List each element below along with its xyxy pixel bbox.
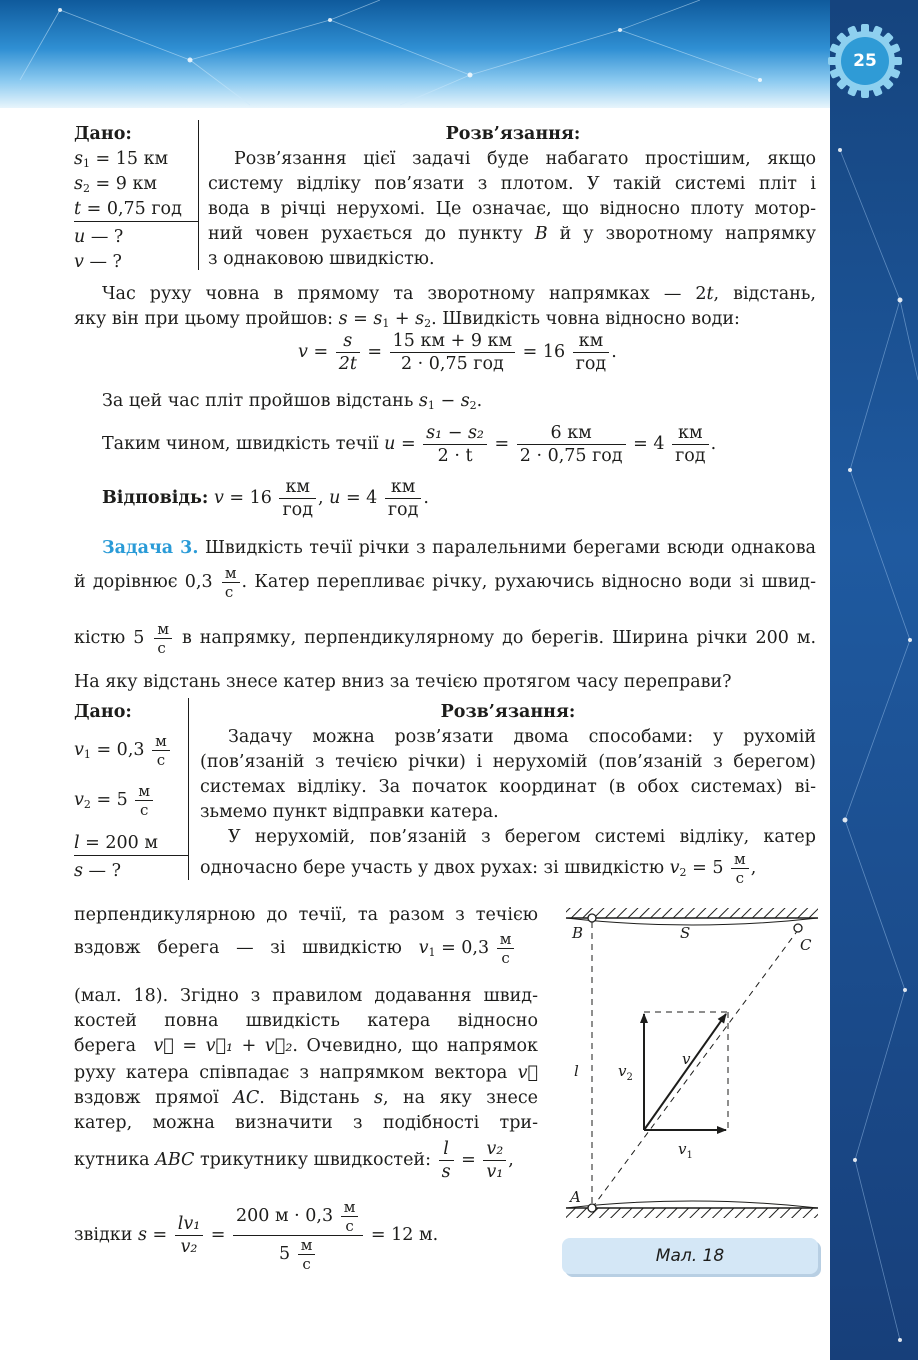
solution-text-line: системах відліку. За початок координат (в обох системах) ві- <box>200 777 816 797</box>
label-v1: $v_1$ <box>678 1140 693 1161</box>
solution-text-line: Розв’язання цієї задачі буде набагато простішим, якщо <box>234 149 816 169</box>
top-bank-hatch <box>566 908 818 918</box>
given-separator <box>188 698 189 880</box>
solution-text-line: з однаковою швидкістю. <box>208 249 435 269</box>
paragraph-line: яку він при цьому пройшов: $s = s_1 + s_2$. Швидкість човна відносно води: <box>74 309 740 330</box>
label-a: A <box>570 1188 581 1206</box>
label-v: v <box>682 1050 691 1068</box>
task3-line: й дорівнює 0,3 $\frac{м}{с}$ . Катер перепливає річку, рухаючись відносно води зі швид- <box>74 564 816 601</box>
paragraph-line: За цей час пліт пройшов відстань $s_1 - s_2$. <box>102 391 483 412</box>
paragraph-line: костей повна швидкість катера відносно <box>74 1011 538 1031</box>
solution-title: Розв’язання: <box>445 124 581 144</box>
figure-caption: Мал. 18 <box>655 1246 725 1266</box>
network-pattern <box>0 0 918 108</box>
given-l: l = 200 м <box>74 833 158 853</box>
formula-current-speed: Таким чином, швидкість течії u = $\frac{\text{s₁ − s₂}}{2 \cdot t}$ = $\frac{6 км}{\text{2 · 0,75 год}}$ = 4 $\frac{км}{\text{год}}$ . <box>102 423 717 466</box>
paragraph-line: вздовж берега — зі швидкістю $v_1 = 0,3$ $\frac{м}{с}$ <box>74 930 538 967</box>
network-pattern-side <box>830 0 918 1360</box>
label-c: C <box>800 936 812 954</box>
paragraph-line: перпендикулярною до течії, та разом з течією <box>74 905 538 925</box>
solution-title: Розв’язання: <box>440 702 576 722</box>
label-v2: $v_2$ <box>618 1062 633 1083</box>
solution-text-line: вода в річці нерухомі. Це означає, що відносно плоту мотор- <box>208 199 816 219</box>
given-s1: $s_1 = 15$ км <box>74 149 169 170</box>
given-s: s — ? <box>74 861 121 881</box>
given-title: Дано: <box>74 702 132 722</box>
given-u: u — ? <box>74 227 124 247</box>
paragraph-line: (мал. 18). Згідно з правилом додавання швид- <box>74 986 538 1006</box>
solution-text-line: одночасно бере участь у двох рухах: зі швидкістю $v_2 = 5$ $\frac{м}{с}$ , <box>200 850 757 887</box>
task3-line: кістю 5 $\frac{м}{с}$ в напрямку, перпендикулярному до берегів. Ширина річки 200 м. <box>74 620 817 657</box>
given-v1: $v_1 = 0,3$ $\frac{м}{с}$ <box>74 732 172 769</box>
point-c <box>794 924 802 932</box>
solution-text-line: У нерухомій, пов’язаній з берегом системі відліку, катер <box>228 827 816 847</box>
formula-drift-distance: звідки s = $\frac{\text{lv₁}}{\text{v₂}}$ = 200 м · 0,3 $\frac{м}{с}$ 5 $\frac{м}{с}$ = 12 м. <box>74 1198 439 1273</box>
paragraph-line: руху катера співпадає з напрямком вектора v⃗ <box>74 1063 538 1083</box>
bottom-bank-hatch <box>566 1208 818 1218</box>
paragraph-line: катер, можна визначити з подібності три- <box>74 1113 538 1133</box>
given-divider <box>74 221 198 222</box>
solution-text-line: Задачу можна розв’язати двома способами: у рухомій <box>228 727 816 747</box>
given-title: Дано: <box>74 124 132 144</box>
given-v: v — ? <box>74 252 122 272</box>
point-a <box>588 1204 596 1212</box>
paragraph-line: вздовж прямої AC. Відстань s, на яку знесе <box>74 1088 538 1108</box>
label-l: l <box>574 1062 579 1080</box>
solution-text-line: зьмемо пункт відправки катера. <box>200 802 499 822</box>
side-banner <box>830 0 918 1360</box>
given-divider <box>74 855 188 856</box>
paragraph-line: берега v⃗ = v⃗₁ + v⃗₂. Очевидно, що напрямок <box>74 1036 538 1056</box>
answer-line: Відповідь: v = 16 $\frac{км}{\text{год}}$ , u = 4 $\frac{км}{\text{год}}$ . <box>102 477 429 520</box>
figure-river-crossing <box>562 904 824 1229</box>
given-separator <box>198 120 199 270</box>
given-t: t = 0,75 год <box>74 199 182 219</box>
label-b: B <box>572 924 584 942</box>
task3-line: Задача 3. Швидкість течії річки з паралельними берегами всюди однакова <box>102 538 816 558</box>
solution-text-line: (пов’язаній з течією річки) і нерухомій (пов’язаній з берегом) <box>200 752 816 772</box>
paragraph-line: кутника ABC трикутнику швидкостей: $\frac{l}{s}$ = $\frac{\text{v₂}}{\text{v₁}}$ , <box>74 1139 514 1182</box>
page-number: 25 <box>853 51 877 71</box>
label-s: S <box>680 924 691 942</box>
solution-text-line: систему відліку пов’язати з плотом. У такій системі пліт і <box>208 174 816 194</box>
solution-text-line: ний човен рухається до пункту B й у зворотному напрямку <box>208 224 816 244</box>
given-v2: $v_2 = 5$ $\frac{м}{с}$ <box>74 782 155 819</box>
task3-line: На яку відстань знесе катер вниз за течією протягом часу переправи? <box>74 672 732 692</box>
header-banner <box>0 0 918 108</box>
page-content <box>74 108 818 1360</box>
given-s2: $s_2 = 9$ км <box>74 174 158 195</box>
paragraph-line: Час руху човна в прямому та зворотному напрямках — 2t, відстань, <box>102 284 816 304</box>
point-b <box>588 914 596 922</box>
formula-boat-speed: v = $\frac{s}{2t}$ = $\frac{15 км + 9 км}{\text{2 · 0,75 год}}$ = 16 $\frac{км}{\text{год}}$ . <box>298 331 617 374</box>
